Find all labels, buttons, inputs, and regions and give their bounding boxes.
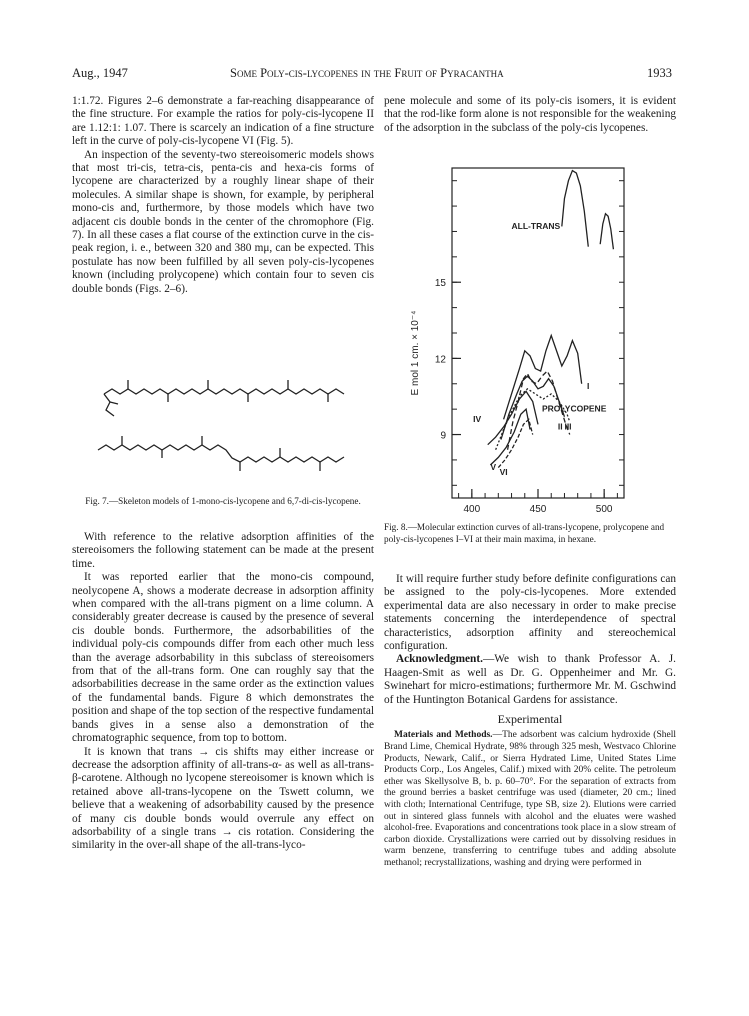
acknowledgment-title: Acknowledgment. xyxy=(396,653,483,666)
series-label-iv: IV xyxy=(473,413,482,424)
left-column-lower xyxy=(72,531,374,853)
x-tick-label: 450 xyxy=(529,504,547,515)
y-axis-label: E mol 1 cm. × 10⁻⁴ xyxy=(410,310,421,396)
left-column-upper xyxy=(72,95,374,296)
x-tick-label: 500 xyxy=(595,504,613,515)
methods-title: Materials and Methods. xyxy=(394,730,493,741)
di-cis-skeleton xyxy=(98,436,344,471)
series-line-all-trans xyxy=(562,171,588,247)
paragraph: pene molecule and some of its poly-cis isomers, it is evident that the rod-like form alone is not responsible for the weakening of the adsorption in the subclass of the poly-cis lycopenes. xyxy=(384,95,676,134)
right-column-lower xyxy=(384,573,676,870)
figure-8-chart xyxy=(400,160,640,525)
page-number: 1933 xyxy=(647,66,672,80)
series-label-i: I xyxy=(586,380,590,391)
y-tick-label: 15 xyxy=(434,278,446,290)
paragraph: An inspection of the seventy-two stereoisomeric models shows that most tri-cis, tetra-cis, penta-cis and hexa-cis forms of lycopene are characterized by a roughly linear shape of their molecules. A similar shape is shown, for example, by peripheral mono-cis and, furthermore, by those models which have two adjacent cis double bonds in the center of the chromophore (Fig. 7). In all these cases a flat course of the extinction curve in the cis-peak region, i. e., between 320 and 380 mμ, can be expected. This postulate has now been fulfilled by all seven poly-cis-lycopenes known (including prolycopene) which contain four to seven cis double bonds (Figs. 2–6). xyxy=(72,148,374,295)
paragraph: It will require further study before definite configurations can be assigned to the poly-cis-lycopenes. More extended experimental data are also necessary in order to make precise statements concerning the interdependence of spectral characteristics, adsorption affinity and stereochemical configuration. xyxy=(384,573,676,653)
methods-text: —The adsorbent was calcium hydroxide (Shell Brand Lime, Chemical Hydrate, 98% through 325 mesh, Westvaco Chlorine Products, Newark, Calif., or Sierra Hydrated Lime, United States Lime Products Corp., Los Angeles, Calif.) mixed with 20% celite. The petroleum ether was Skellysolve B, b. p. 60–70°. For the separation of extracts from the ground berries a basket centrifuge was used (diameter, 20 cm.; lined with cloth; International Centrifuge, type SB, size 2). Elutions were carried out in sintered glass funnels with alcohol and the eluates were washed alcohol-free. Evaporations and concentrations took place in a slow stream of carbon dioxide. Crystallizations were carried out by dissolving residues in warm benzene, transferring to centrifuge tubes and adding absolute methanol; recrystallizations, washing and drying were performed in xyxy=(384,730,676,868)
experimental-heading: Experimental xyxy=(497,712,563,727)
series-line-all-trans xyxy=(600,214,613,250)
figure-7-caption: Fig. 7.—Skeleton models of 1-mono-cis-lycopene and 6,7-di-cis-lycopene. xyxy=(85,496,361,506)
y-tick-label: 12 xyxy=(434,354,446,366)
series-label-prolycopene: PROLYCOPENE xyxy=(541,403,607,414)
paragraph: It is known that trans → cis shifts may either increase or decrease the adsorption affinity of all-trans-α- as well as all-trans-β-carotene. Although no lycopene stereoisomer is known which is retained above all-trans-lycopene on the Tswett column, we believe that a weakening of adsorbability caused by the presence of many cis double bonds would overrule any effect on adsorbability of a single trans → cis rotation. Considering the similarity in the over-all shape of the all-trans-lyco- xyxy=(72,745,374,852)
paragraph: 1:1.72. Figures 2–6 demonstrate a far-reaching disappearance of the fine structure. For example the ratios for poly-cis-lycopene II are 1.12:1: 1.07. There is scarcely an indication of a fine structure left in the curve of poly-cis-lycopene VI (Fig. 5). xyxy=(72,95,374,148)
mono-cis-skeleton xyxy=(104,380,344,416)
running-title: Some Poly-cis-lycopenes in the Fruit of Pyracantha xyxy=(230,66,504,80)
paragraph: With reference to the relative adsorption affinities of the stereoisomers the following statement can be made at the present time. xyxy=(72,531,374,570)
series-label-all-trans: ALL-TRANS xyxy=(511,220,561,231)
acknowledgment-text: —We wish to thank Professor A. J. Haagen-Smit as well as Dr. G. Oppenheimer and Mr. G. Swinehart for micro-estimations; furthermore Mr. M. Gschwind of the Huntington Botanical Gardens for assistance. xyxy=(384,653,676,706)
series-line-iv xyxy=(488,391,538,444)
series-label-vi: VI xyxy=(499,467,508,478)
series-label-iii: III xyxy=(564,421,572,432)
paragraph: It was reported earlier that the mono-cis compound, neolycopene A, shows a moderate decrease in adsorption affinity when compared with the all-trans pigment on a lime column. A considerably greater decrease is caused by the presence of several cis double bonds. Furthermore, the adsorbabilities of the individual poly-cis compounds differ from each other much less than the average adsorbability in this subclass of stereoisomers from that of the all-trans form. One can roughly say that the adsorbabilities decrease in the same order as the extinction values of the fundamental bands. Figure 8 which demonstrates the position and shape of the top section of the respective fundamental bands gives in a sense also a demonstration of the chromatographic sequence, from top to bottom. xyxy=(72,571,374,745)
series-label-ii: II xyxy=(557,421,563,432)
header-date: Aug., 1947 xyxy=(72,66,128,80)
figure-7-skeleton-models xyxy=(92,372,352,490)
x-tick-label: 400 xyxy=(463,504,481,515)
y-tick-label: 9 xyxy=(440,430,446,442)
right-column-top xyxy=(384,95,676,135)
series-label-v: V xyxy=(490,462,497,473)
plot-frame xyxy=(452,168,624,498)
figure-8-caption: Fig. 8.—Molecular extinction curves of all-trans-lycopene, prolycopene and poly-cis-lycopenes I–VI at their main maxima, in hexane. xyxy=(384,522,665,544)
